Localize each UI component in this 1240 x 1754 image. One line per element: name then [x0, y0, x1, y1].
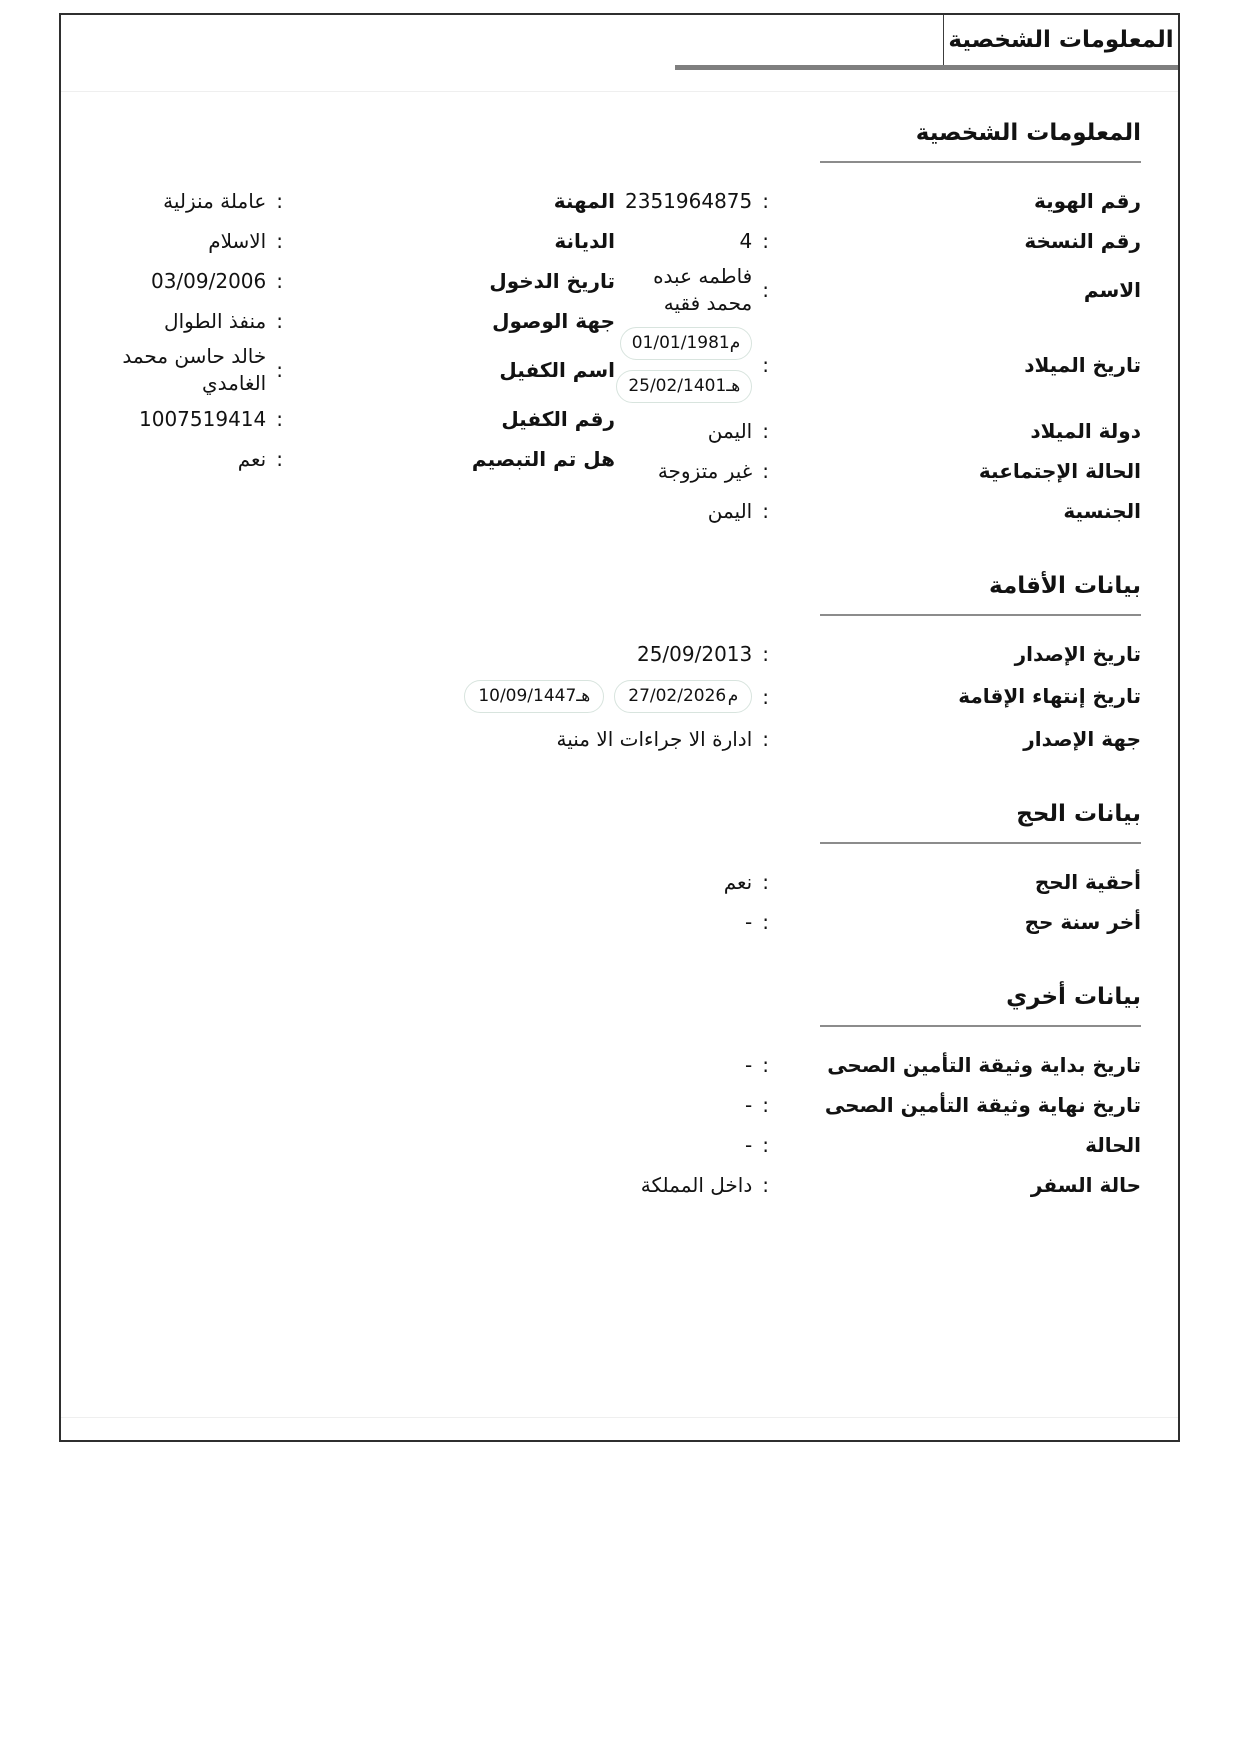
field-issue-authority	[97, 719, 1141, 759]
field-colon: :	[276, 269, 283, 293]
section-rule-hajj	[820, 842, 1141, 844]
field-colon: :	[762, 499, 769, 523]
field-nationality	[615, 491, 1141, 531]
field-label: رقم النسخة	[1024, 228, 1141, 253]
field-colon: :	[762, 278, 769, 302]
field-hajj-eligibility	[97, 862, 1141, 902]
field-label: تاريخ الإصدار	[1014, 641, 1141, 666]
field-value: -	[745, 1092, 753, 1117]
gregorian-marker: م	[729, 333, 741, 353]
field-travel-status	[97, 1165, 1141, 1205]
field-value: 2351964875	[625, 188, 753, 213]
field-label: جهة الوصول	[492, 308, 615, 333]
field-colon: :	[276, 229, 283, 253]
field-value: نعم	[237, 446, 267, 471]
field-value: غير متزوجة	[657, 458, 753, 483]
field-label: أحقية الحج	[1034, 869, 1141, 894]
field-colon: :	[762, 353, 769, 377]
section-rule-personal	[820, 161, 1141, 163]
gregorian-date: 01/01/1981	[631, 333, 730, 353]
field-issue-date	[97, 634, 1141, 674]
personal-info-card	[59, 13, 1180, 1442]
field-sponsor-name	[97, 341, 615, 399]
field-value: 25/09/2013	[636, 641, 753, 666]
field-label: الاسم	[1083, 277, 1141, 302]
field-label: الحالة	[1085, 1132, 1141, 1157]
field-colon: :	[762, 727, 769, 751]
field-colon: :	[276, 309, 283, 333]
field-colon: :	[762, 1173, 769, 1197]
section-title-other: بيانات أخري	[1006, 984, 1141, 1010]
hijri-marker: هـ	[576, 686, 591, 706]
header-separator	[61, 91, 1178, 92]
hijri-date-pill	[464, 680, 604, 713]
field-label: هل تم التبصيم	[471, 446, 615, 471]
field-version-number	[615, 221, 1141, 261]
field-value: الاسلام	[208, 228, 267, 253]
section-title-personal: المعلومات الشخصية	[915, 120, 1141, 146]
field-insurance-start	[97, 1045, 1141, 1085]
field-label: حالة السفر	[1030, 1172, 1141, 1197]
expiry-date-pills	[97, 680, 752, 713]
field-value: -	[745, 1132, 753, 1157]
field-label: جهة الإصدار	[1023, 726, 1141, 751]
field-colon: :	[762, 459, 769, 483]
birth-date-pills	[615, 327, 752, 403]
active-tab-underline	[675, 65, 1178, 70]
field-value: ادارة الا جراءات الا منية	[556, 726, 753, 751]
section-rule-residence	[820, 614, 1141, 616]
field-value: 1007519414	[139, 406, 267, 431]
field-id-number	[615, 181, 1141, 221]
field-label: المهنة	[553, 188, 615, 213]
hijri-date: 25/02/1401	[628, 376, 727, 396]
residence-fields	[97, 634, 1141, 759]
field-label: رقم الهوية	[1033, 188, 1141, 213]
bottom-separator	[61, 1417, 1178, 1418]
field-colon: :	[762, 642, 769, 666]
tab-strip	[61, 15, 1178, 65]
hijri-date: 10/09/1447	[478, 686, 577, 706]
field-label: تاريخ نهاية وثيقة التأمين الصحى	[824, 1092, 1141, 1117]
field-status	[97, 1125, 1141, 1165]
field-colon: :	[276, 189, 283, 213]
field-residence-expiry-date	[97, 674, 1141, 719]
field-value	[615, 321, 752, 409]
field-sponsor-number	[97, 399, 615, 439]
field-value	[97, 676, 752, 717]
field-colon: :	[762, 189, 769, 213]
field-label: رقم الكفيل	[501, 406, 615, 431]
field-colon: :	[276, 447, 283, 471]
field-value: عاملة منزلية	[163, 188, 267, 213]
field-entry-date	[97, 261, 615, 301]
hijri-marker: هـ	[726, 376, 741, 396]
section-title-residence: بيانات الأقامة	[989, 573, 1141, 599]
gregorian-marker: م	[727, 686, 739, 706]
field-religion	[97, 221, 615, 261]
field-value: 03/09/2006	[150, 268, 267, 293]
field-label: تاريخ الدخول	[489, 268, 615, 293]
field-insurance-end	[97, 1085, 1141, 1125]
field-value: اليمن	[707, 418, 753, 443]
field-colon: :	[276, 358, 283, 382]
gregorian-date-pill	[614, 680, 752, 713]
field-arrival-port	[97, 301, 615, 341]
field-colon: :	[762, 1093, 769, 1117]
field-colon: :	[762, 229, 769, 253]
field-label: الديانة	[554, 228, 615, 253]
section-rule-other	[820, 1025, 1141, 1027]
field-value: نعم	[723, 869, 753, 894]
field-birth-date	[615, 319, 1141, 411]
field-value: -	[745, 909, 753, 934]
hijri-date-pill	[616, 370, 752, 403]
field-birth-country	[615, 411, 1141, 451]
field-marital-status	[615, 451, 1141, 491]
field-label: دولة الميلاد	[1030, 418, 1141, 443]
field-label: تاريخ إنتهاء الإقامة	[958, 684, 1141, 708]
other-fields	[97, 1045, 1141, 1205]
field-label: تاريخ الميلاد	[1024, 352, 1141, 377]
field-colon: :	[276, 407, 283, 431]
card-content	[61, 118, 1178, 1205]
field-colon: :	[762, 419, 769, 443]
tab-personal-info[interactable]: المعلومات الشخصية	[943, 15, 1178, 65]
field-label: الجنسية	[1063, 498, 1141, 523]
field-occupation	[97, 181, 615, 221]
field-value: -	[745, 1052, 753, 1077]
section-title-hajj: بيانات الحج	[1016, 801, 1141, 827]
field-value: 4	[739, 228, 753, 253]
field-value: داخل المملكة	[640, 1172, 753, 1197]
hajj-fields	[97, 862, 1141, 942]
field-colon: :	[762, 1133, 769, 1157]
field-colon: :	[762, 1053, 769, 1077]
field-value: اليمن	[707, 498, 753, 523]
field-label: الحالة الإجتماعية	[978, 458, 1141, 483]
field-value: فاطمه عبده محمد فقيه	[653, 264, 753, 315]
field-fingerprinted	[97, 439, 615, 479]
field-label: تاريخ بداية وثيقة التأمين الصحى	[827, 1052, 1141, 1077]
field-label: اسم الكفيل	[499, 357, 615, 382]
field-value: خالد حاسن محمد الغامدي	[122, 344, 267, 395]
gregorian-date-pill	[620, 327, 753, 360]
field-colon: :	[762, 870, 769, 894]
gregorian-date: 27/02/2026	[628, 686, 727, 706]
field-colon: :	[762, 684, 769, 709]
field-value: منفذ الطوال	[164, 308, 267, 333]
personal-fields	[97, 181, 1141, 531]
field-label: أخر سنة حج	[1024, 909, 1141, 934]
personal-column-primary	[615, 181, 1141, 531]
field-last-hajj-year	[97, 902, 1141, 942]
field-name	[615, 261, 1141, 319]
personal-column-secondary	[97, 181, 615, 531]
field-colon: :	[762, 910, 769, 934]
